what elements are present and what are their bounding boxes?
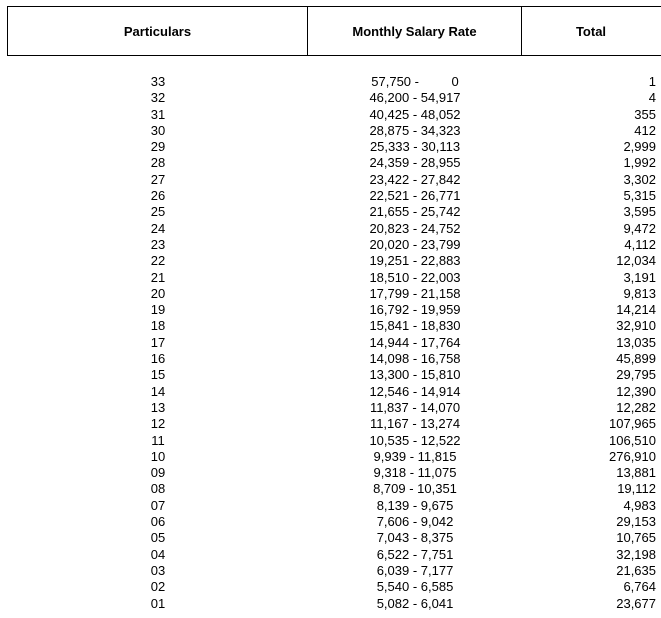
header-particulars: Particulars <box>8 7 308 55</box>
table-row <box>0 74 661 90</box>
grade-cell: 27 <box>150 171 166 187</box>
salary-rate-cell: 40,425 - 48,052 <box>369 106 461 122</box>
salary-rate-cell: 23,422 - 27,842 <box>369 171 461 187</box>
total-cell: 412 <box>634 122 656 138</box>
grade-cell: 10 <box>150 448 166 464</box>
salary-rate-cell: 9,318 - 11,075 <box>373 465 457 481</box>
grade-cell: 26 <box>150 188 166 204</box>
table-row <box>0 465 661 481</box>
salary-rate-cell: 19,251 - 22,883 <box>369 253 461 269</box>
grade-cell: 05 <box>150 530 166 546</box>
table-row <box>0 188 661 204</box>
grade-cell: 29 <box>150 139 166 155</box>
total-cell: 14,214 <box>616 302 656 318</box>
salary-rate-cell: 16,792 - 19,959 <box>369 302 461 318</box>
table-row <box>0 596 661 612</box>
grade-cell: 07 <box>150 497 166 513</box>
total-cell: 13,035 <box>616 334 656 350</box>
salary-rate-cell: 9,939 - 11,815 <box>373 448 457 464</box>
salary-rate-cell: 15,841 - 18,830 <box>369 318 461 334</box>
grade-cell: 02 <box>150 579 166 595</box>
total-cell: 9,813 <box>623 285 656 301</box>
table-row <box>0 530 661 546</box>
table-row <box>0 449 661 465</box>
salary-rate-cell: 22,521 - 26,771 <box>369 188 461 204</box>
total-cell: 10,765 <box>616 530 656 546</box>
grade-cell: 08 <box>150 481 166 497</box>
total-cell: 5,315 <box>623 188 656 204</box>
total-cell: 3,595 <box>623 204 656 220</box>
salary-rate-cell: 10,535 - 12,522 <box>369 432 461 448</box>
total-cell: 2,999 <box>623 139 656 155</box>
total-cell: 6,764 <box>623 579 656 595</box>
table-row <box>0 481 661 497</box>
table-row <box>0 351 661 367</box>
total-cell: 19,112 <box>617 481 656 497</box>
total-cell: 276,910 <box>609 448 656 464</box>
total-cell: 23,677 <box>616 595 656 611</box>
table-row <box>0 155 661 171</box>
table-row <box>0 270 661 286</box>
grade-cell: 15 <box>150 367 166 383</box>
table-row <box>0 384 661 400</box>
table-row <box>0 221 661 237</box>
total-cell: 12,390 <box>616 383 656 399</box>
salary-rate-cell: 8,709 - 10,351 <box>373 481 457 497</box>
table-header <box>7 6 661 56</box>
total-cell: 106,510 <box>609 432 656 448</box>
total-cell: 45,899 <box>616 351 656 367</box>
total-cell: 4,112 <box>624 236 656 252</box>
grade-cell: 18 <box>150 318 166 334</box>
salary-rate-cell: 6,522 - 7,751 <box>376 546 454 562</box>
salary-rate-cell: 12,546 - 14,914 <box>369 383 461 399</box>
table-row <box>0 302 661 318</box>
salary-rate-cell: 6,039 - 7,177 <box>376 562 454 578</box>
table-row <box>0 335 661 351</box>
grade-cell: 23 <box>150 236 166 252</box>
header-monthly-salary-rate: Monthly Salary Rate <box>308 7 522 55</box>
grade-cell: 11 <box>151 432 165 448</box>
grade-cell: 13 <box>150 399 166 415</box>
total-cell: 355 <box>634 106 656 122</box>
total-cell: 4 <box>648 90 656 106</box>
salary-rate-cell: 24,359 - 28,955 <box>369 155 461 171</box>
grade-cell: 03 <box>150 562 166 578</box>
salary-rate-cell: 21,655 - 25,742 <box>369 204 461 220</box>
table-row <box>0 433 661 449</box>
table-row <box>0 563 661 579</box>
salary-rate-cell: 20,823 - 24,752 <box>369 220 461 236</box>
total-cell: 3,302 <box>623 171 656 187</box>
grade-cell: 31 <box>150 106 166 122</box>
salary-rate-cell: 20,020 - 23,799 <box>369 236 461 252</box>
grade-cell: 30 <box>150 122 166 138</box>
salary-rate-cell: 7,606 - 9,042 <box>376 514 454 530</box>
header-total: Total <box>575 23 607 39</box>
grade-cell: 24 <box>150 220 166 236</box>
table-row <box>0 90 661 106</box>
table-row <box>0 107 661 123</box>
salary-rate-cell: 25,333 - 30,113 <box>369 139 461 155</box>
total-cell: 1 <box>648 74 656 89</box>
table-row <box>0 400 661 416</box>
salary-rate-cell: 5,082 - 6,041 <box>376 595 454 611</box>
grade-cell: 33 <box>150 74 166 89</box>
total-cell: 107,965 <box>609 416 656 432</box>
salary-rate-cell: 46,200 - 54,917 <box>369 90 461 106</box>
table-row <box>0 514 661 530</box>
total-cell: 4,983 <box>623 497 656 513</box>
table-body <box>0 74 661 612</box>
salary-rate-cell: 57,750 - 0 <box>371 74 459 89</box>
table-row <box>0 286 661 302</box>
total-cell: 13,881 <box>616 465 656 481</box>
grade-cell: 21 <box>150 269 166 285</box>
total-cell: 12,282 <box>616 399 656 415</box>
table-row <box>0 367 661 383</box>
table-row <box>0 318 661 334</box>
table-row <box>0 579 661 595</box>
table-row <box>0 547 661 563</box>
salary-rate-cell: 8,139 - 9,675 <box>376 497 454 513</box>
table-row <box>0 123 661 139</box>
total-cell: 29,153 <box>616 514 656 530</box>
salary-rate-cell: 7,043 - 8,375 <box>376 530 454 546</box>
table-row <box>0 498 661 514</box>
table-row <box>0 204 661 220</box>
table-row <box>0 416 661 432</box>
grade-cell: 06 <box>150 514 166 530</box>
grade-cell: 12 <box>150 416 166 432</box>
table-row <box>0 172 661 188</box>
grade-cell: 20 <box>150 285 166 301</box>
grade-cell: 16 <box>150 351 166 367</box>
grade-cell: 04 <box>150 546 166 562</box>
total-cell: 9,472 <box>623 220 656 236</box>
grade-cell: 14 <box>150 383 166 399</box>
table-row <box>0 253 661 269</box>
salary-rate-cell: 17,799 - 21,158 <box>369 285 461 301</box>
total-cell: 21,635 <box>616 562 656 578</box>
total-cell: 29,795 <box>616 367 656 383</box>
total-cell: 12,034 <box>616 253 656 269</box>
table-row <box>0 237 661 253</box>
salary-rate-cell: 5,540 - 6,585 <box>376 579 454 595</box>
salary-rate-cell: 14,098 - 16,758 <box>369 351 461 367</box>
grade-cell: 32 <box>150 90 166 106</box>
grade-cell: 28 <box>150 155 166 171</box>
grade-cell: 09 <box>150 465 166 481</box>
total-cell: 3,191 <box>623 269 656 285</box>
total-cell: 32,910 <box>616 318 656 334</box>
salary-rate-cell: 14,944 - 17,764 <box>369 334 461 350</box>
salary-rate-cell: 11,837 - 14,070 <box>369 399 461 415</box>
total-cell: 32,198 <box>616 546 656 562</box>
salary-rate-cell: 18,510 - 22,003 <box>369 269 461 285</box>
salary-rate-cell: 28,875 - 34,323 <box>369 122 461 138</box>
salary-rate-cell: 13,300 - 15,810 <box>369 367 461 383</box>
total-cell: 1,992 <box>623 155 656 171</box>
grade-cell: 25 <box>150 204 166 220</box>
grade-cell: 01 <box>150 595 166 611</box>
salary-rate-cell: 11,167 - 13,274 <box>369 416 461 432</box>
grade-cell: 22 <box>150 253 166 269</box>
grade-cell: 19 <box>150 302 166 318</box>
grade-cell: 17 <box>150 334 166 350</box>
table-row <box>0 139 661 155</box>
